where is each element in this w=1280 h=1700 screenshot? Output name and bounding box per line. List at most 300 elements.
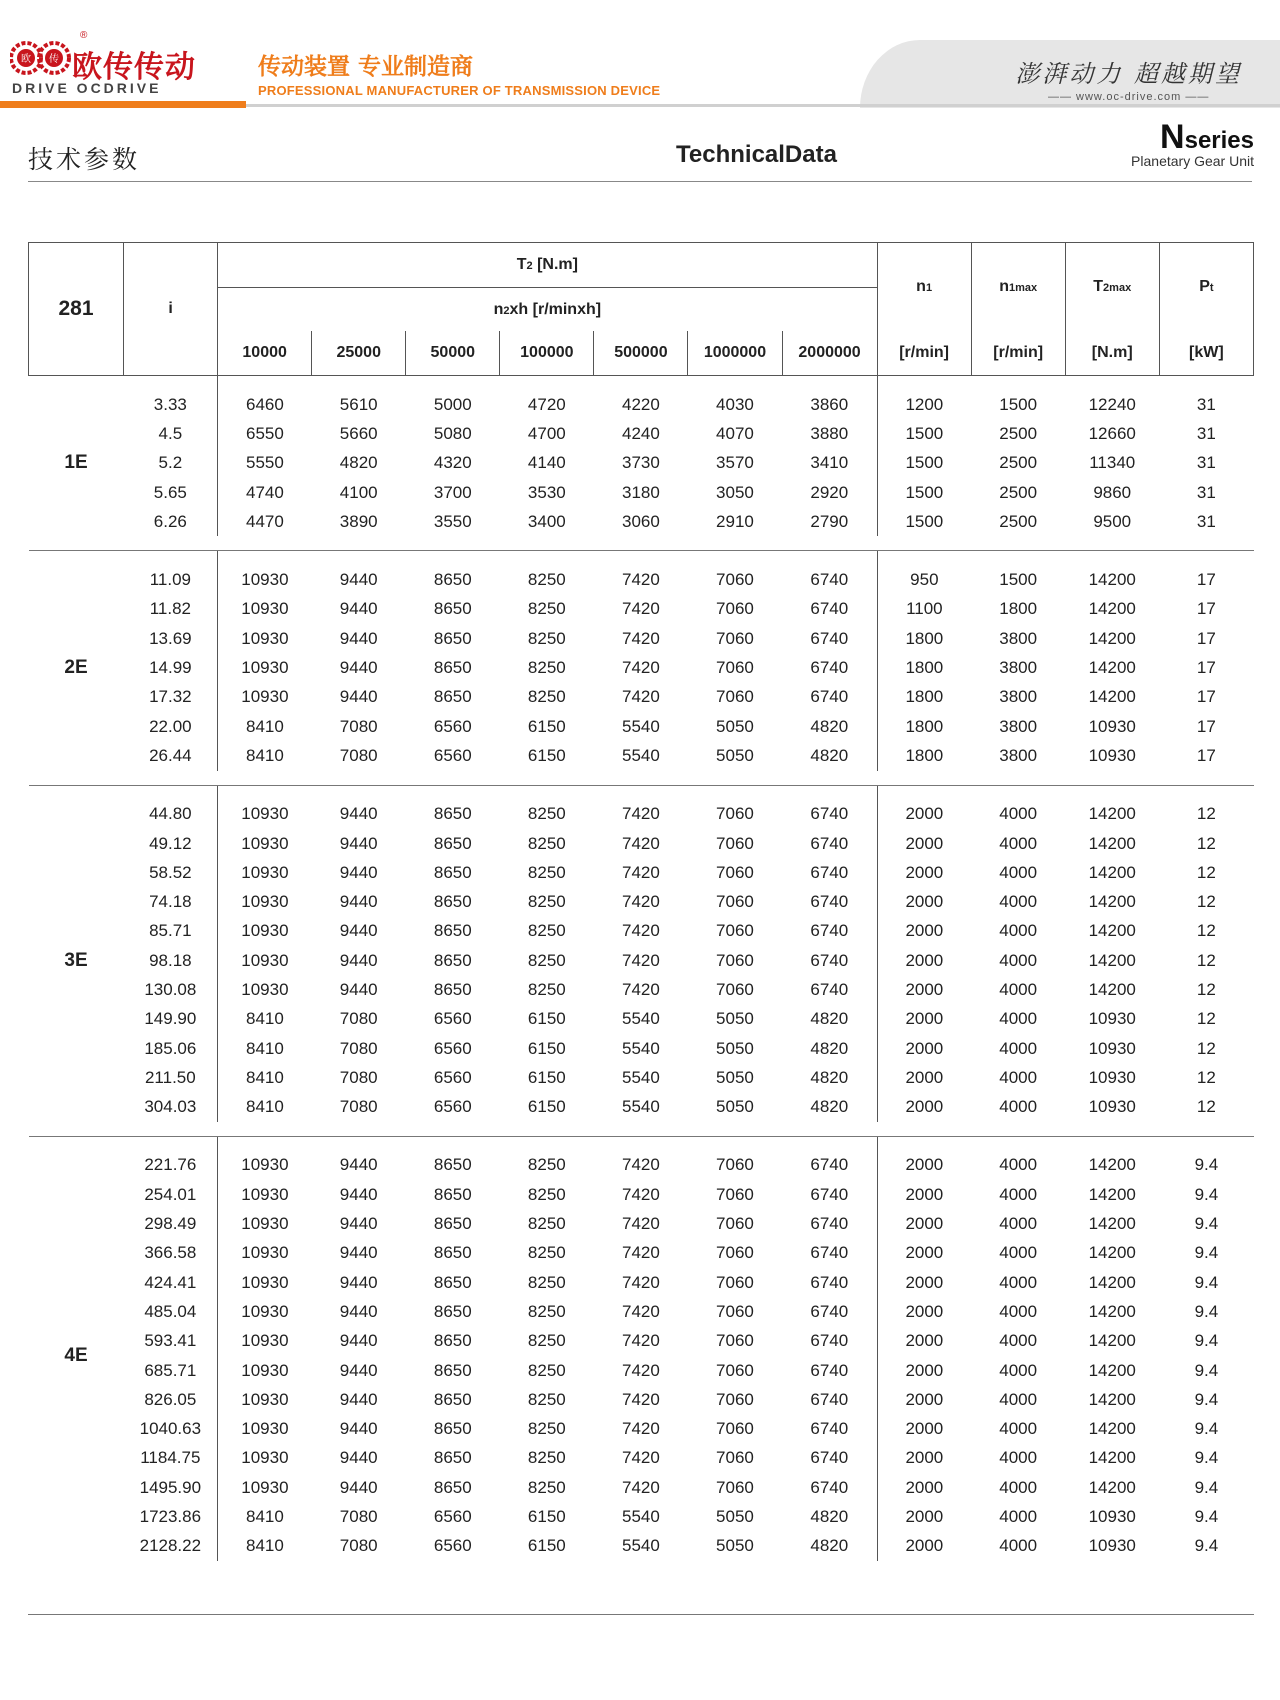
torque-cell: 9440 bbox=[339, 892, 378, 912]
table-row bbox=[29, 975, 1254, 1004]
n1max-cell: 2500 bbox=[999, 453, 1038, 473]
n1max-cell: 4000 bbox=[999, 1536, 1038, 1556]
power-cell: 12 bbox=[1196, 1097, 1216, 1117]
torque-cell: 8650 bbox=[433, 1155, 472, 1175]
power-cell: 31 bbox=[1196, 482, 1216, 502]
torque-cell: 5050 bbox=[716, 1097, 754, 1117]
torque-cell: 8250 bbox=[527, 1331, 566, 1351]
torque-cell: 8250 bbox=[527, 862, 566, 882]
table-row bbox=[29, 419, 1254, 448]
t2max-cell: 9500 bbox=[1093, 511, 1132, 531]
power-cell: 9.4 bbox=[1194, 1419, 1219, 1439]
torque-cell: 7060 bbox=[716, 687, 754, 707]
torque-cell: 5080 bbox=[433, 423, 472, 443]
website-url-text: www.oc-drive.com bbox=[1076, 91, 1182, 103]
ratio-cell: 1040.63 bbox=[124, 1415, 218, 1444]
torque-cell: 10930 bbox=[241, 658, 289, 678]
torque-cell: 6740 bbox=[782, 1327, 877, 1356]
header-orange-rule bbox=[0, 101, 246, 108]
torque-cell: 4700 bbox=[527, 423, 566, 443]
torque-cell: 6740 bbox=[782, 946, 877, 975]
t2-header bbox=[218, 243, 877, 288]
torque-cell: 5540 bbox=[621, 1067, 660, 1087]
torque-cell: 7420 bbox=[621, 1419, 660, 1439]
t2max-cell: 14200 bbox=[1088, 658, 1136, 678]
hours-header: 2000000 bbox=[782, 331, 877, 376]
group-spacer bbox=[29, 1136, 1254, 1151]
n1-subscript: 1 bbox=[925, 282, 933, 294]
torque-cell: 4820 bbox=[782, 1063, 877, 1092]
ratio-cell: 185.06 bbox=[124, 1034, 218, 1063]
torque-cell: 6560 bbox=[433, 1097, 472, 1117]
model-number: 281 bbox=[58, 297, 94, 320]
model-number-cell bbox=[29, 243, 124, 376]
power-cell: 9.4 bbox=[1194, 1214, 1219, 1234]
hours-header: 100000 bbox=[500, 331, 594, 376]
n1-cell: 1800 bbox=[905, 628, 944, 648]
ratio-cell: 3.33 bbox=[124, 390, 218, 419]
n1-cell: 1800 bbox=[905, 687, 944, 707]
torque-cell: 5050 bbox=[716, 1067, 754, 1087]
torque-cell: 3860 bbox=[782, 390, 877, 419]
logo-chinese-name: 欧传传动 bbox=[72, 50, 196, 85]
torque-cell: 10930 bbox=[241, 1331, 289, 1351]
n1-cell: 2000 bbox=[905, 1038, 944, 1058]
torque-cell: 9440 bbox=[339, 658, 378, 678]
ratio-label: i bbox=[168, 300, 173, 317]
torque-cell: 3050 bbox=[716, 482, 754, 502]
torque-cell: 9440 bbox=[339, 833, 378, 853]
n1max-cell: 4000 bbox=[999, 1477, 1038, 1497]
n1max-cell: 4000 bbox=[999, 1419, 1038, 1439]
ratio-cell: 304.03 bbox=[124, 1093, 218, 1122]
torque-cell: 9440 bbox=[339, 862, 378, 882]
page-header bbox=[0, 0, 1280, 108]
power-cell: 9.4 bbox=[1194, 1389, 1219, 1409]
table-row bbox=[29, 1180, 1254, 1209]
torque-cell: 7420 bbox=[621, 1214, 660, 1234]
power-cell: 12 bbox=[1196, 804, 1216, 824]
n1-cell: 2000 bbox=[905, 862, 944, 882]
power-cell: 17 bbox=[1196, 687, 1216, 707]
torque-cell: 6740 bbox=[782, 595, 877, 624]
n1max-cell: 4000 bbox=[999, 1184, 1038, 1204]
torque-cell: 8650 bbox=[433, 950, 472, 970]
table-row bbox=[29, 1385, 1254, 1414]
torque-cell: 7060 bbox=[716, 892, 754, 912]
n1max-cell: 4000 bbox=[999, 1243, 1038, 1263]
ratio-cell: 26.44 bbox=[124, 741, 218, 770]
torque-cell: 5660 bbox=[339, 423, 378, 443]
torque-cell: 8650 bbox=[433, 1360, 472, 1380]
torque-cell: 6740 bbox=[782, 624, 877, 653]
torque-cell: 2920 bbox=[782, 478, 877, 507]
torque-cell: 6740 bbox=[782, 653, 877, 682]
torque-cell: 6150 bbox=[527, 1536, 566, 1556]
torque-cell: 9440 bbox=[339, 1477, 378, 1497]
n1max-cell: 4000 bbox=[999, 1214, 1038, 1234]
torque-cell: 9440 bbox=[339, 1360, 378, 1380]
torque-cell: 9440 bbox=[339, 570, 378, 590]
ratio-cell: 130.08 bbox=[124, 975, 218, 1004]
torque-cell: 6560 bbox=[433, 745, 472, 765]
torque-cell: 9440 bbox=[339, 1272, 378, 1292]
n1-cell: 2000 bbox=[905, 1419, 944, 1439]
n1max-cell: 4000 bbox=[999, 1389, 1038, 1409]
t2max-cell: 14200 bbox=[1088, 1448, 1136, 1468]
n1-cell: 2000 bbox=[905, 1301, 944, 1321]
torque-cell: 8250 bbox=[527, 1184, 566, 1204]
torque-cell: 8250 bbox=[527, 833, 566, 853]
torque-cell: 7060 bbox=[716, 833, 754, 853]
torque-cell: 7420 bbox=[621, 833, 660, 853]
n1max-cell: 3800 bbox=[999, 687, 1038, 707]
n1-cell: 2000 bbox=[905, 921, 944, 941]
pt-label: P bbox=[1199, 278, 1210, 295]
torque-cell: 6560 bbox=[433, 1038, 472, 1058]
torque-cell: 4240 bbox=[621, 423, 660, 443]
website-url: —— www.oc-drive.com —— bbox=[1047, 91, 1210, 103]
torque-cell: 4470 bbox=[245, 511, 284, 531]
torque-cell: 4820 bbox=[782, 741, 877, 770]
torque-cell: 6740 bbox=[782, 1239, 877, 1268]
t2max-cell: 14200 bbox=[1088, 687, 1136, 707]
torque-cell: 10930 bbox=[241, 1448, 289, 1468]
hours-header: 25000 bbox=[312, 331, 406, 376]
torque-cell: 7060 bbox=[716, 570, 754, 590]
t2max-cell: 14200 bbox=[1088, 1272, 1136, 1292]
table-bottom-rule bbox=[28, 1614, 1254, 1615]
ratio-header bbox=[124, 243, 218, 376]
power-cell: 12 bbox=[1196, 950, 1216, 970]
torque-cell: 7060 bbox=[716, 1389, 754, 1409]
torque-cell: 9440 bbox=[339, 1184, 378, 1204]
torque-cell: 8650 bbox=[433, 599, 472, 619]
torque-cell: 8250 bbox=[527, 1243, 566, 1263]
n2xh-header bbox=[218, 288, 877, 332]
n1max-cell: 4000 bbox=[999, 1067, 1038, 1087]
torque-cell: 7080 bbox=[339, 1038, 378, 1058]
torque-cell: 6740 bbox=[782, 1180, 877, 1209]
t2max-cell: 14200 bbox=[1088, 979, 1136, 999]
t2max-cell: 14200 bbox=[1088, 628, 1136, 648]
torque-cell: 7420 bbox=[621, 1448, 660, 1468]
torque-cell: 7420 bbox=[621, 687, 660, 707]
ratio-cell: 149.90 bbox=[124, 1005, 218, 1034]
t2max-subscript: 2max bbox=[1103, 282, 1132, 294]
t2max-cell: 14200 bbox=[1088, 804, 1136, 824]
torque-cell: 10930 bbox=[241, 833, 289, 853]
table-row bbox=[29, 1327, 1254, 1356]
ratio-cell: 254.01 bbox=[124, 1180, 218, 1209]
torque-cell: 8650 bbox=[433, 658, 472, 678]
n1max-cell: 4000 bbox=[999, 1507, 1038, 1527]
power-cell: 17 bbox=[1196, 658, 1216, 678]
torque-cell: 3550 bbox=[433, 511, 472, 531]
table-row bbox=[29, 1093, 1254, 1122]
torque-cell: 6740 bbox=[782, 800, 877, 829]
torque-cell: 3570 bbox=[716, 453, 754, 473]
n1max-cell: 4000 bbox=[999, 979, 1038, 999]
torque-cell: 8650 bbox=[433, 1243, 472, 1263]
t2max-label: T bbox=[1093, 278, 1104, 295]
n1-cell: 2000 bbox=[905, 833, 944, 853]
torque-cell: 10930 bbox=[241, 628, 289, 648]
power-cell: 12 bbox=[1196, 921, 1216, 941]
torque-cell: 7420 bbox=[621, 1301, 660, 1321]
torque-cell: 7080 bbox=[339, 1009, 378, 1029]
t2max-cell: 10930 bbox=[1088, 716, 1136, 736]
torque-cell: 8250 bbox=[527, 950, 566, 970]
table-row bbox=[29, 1209, 1254, 1238]
torque-cell: 4820 bbox=[782, 1093, 877, 1122]
n1-cell: 1100 bbox=[906, 599, 943, 619]
power-cell: 9.4 bbox=[1194, 1184, 1219, 1204]
section-title-chinese: 技术参数 bbox=[28, 145, 141, 174]
torque-cell: 3730 bbox=[621, 453, 660, 473]
power-cell: 31 bbox=[1196, 453, 1216, 473]
torque-cell: 4820 bbox=[782, 1005, 877, 1034]
power-cell: 17 bbox=[1196, 628, 1216, 648]
t2max-cell: 14200 bbox=[1088, 892, 1136, 912]
t2-subscript: 2 bbox=[526, 260, 533, 272]
torque-cell: 8410 bbox=[245, 1009, 284, 1029]
t2-unit: [N.m] bbox=[537, 256, 578, 273]
torque-cell: 7060 bbox=[716, 1360, 754, 1380]
torque-cell: 8250 bbox=[527, 628, 566, 648]
table-row bbox=[29, 1239, 1254, 1268]
t2max-cell: 14200 bbox=[1088, 1184, 1136, 1204]
torque-cell: 7060 bbox=[716, 1477, 754, 1497]
stage-group-label: 1E bbox=[64, 452, 88, 474]
torque-cell: 9440 bbox=[339, 599, 378, 619]
stage-group-label: 4E bbox=[64, 1344, 88, 1366]
torque-cell: 8650 bbox=[433, 921, 472, 941]
torque-cell: 3530 bbox=[527, 482, 566, 502]
n1-cell: 2000 bbox=[905, 1507, 944, 1527]
torque-cell: 7420 bbox=[621, 1477, 660, 1497]
header-slogan bbox=[258, 48, 660, 98]
torque-cell: 3180 bbox=[621, 482, 660, 502]
table-row bbox=[29, 946, 1254, 975]
table-row bbox=[29, 1473, 1254, 1502]
n1-cell: 2000 bbox=[905, 979, 944, 999]
torque-cell: 8410 bbox=[245, 1067, 284, 1087]
torque-cell: 9440 bbox=[339, 1448, 378, 1468]
group-separator bbox=[29, 1122, 1254, 1137]
power-cell: 31 bbox=[1196, 423, 1216, 443]
torque-cell: 8250 bbox=[527, 570, 566, 590]
torque-cell: 8250 bbox=[527, 687, 566, 707]
header-grey-rule bbox=[246, 104, 1280, 107]
torque-cell: 8250 bbox=[527, 599, 566, 619]
torque-cell: 4820 bbox=[782, 1532, 877, 1561]
torque-cell: 8250 bbox=[527, 892, 566, 912]
torque-cell: 9440 bbox=[339, 1419, 378, 1439]
torque-cell: 7420 bbox=[621, 1243, 660, 1263]
pt-unit: [kW] bbox=[1159, 331, 1253, 376]
n1-cell: 2000 bbox=[905, 1067, 944, 1087]
t2max-cell: 14200 bbox=[1088, 921, 1136, 941]
torque-cell: 7060 bbox=[716, 979, 754, 999]
t2max-cell: 10930 bbox=[1088, 1067, 1136, 1087]
torque-cell: 8410 bbox=[245, 1507, 284, 1527]
n1max-cell: 3800 bbox=[999, 716, 1038, 736]
torque-cell: 8650 bbox=[433, 979, 472, 999]
torque-cell: 7420 bbox=[621, 1389, 660, 1409]
ratio-cell: 5.65 bbox=[124, 478, 218, 507]
torque-cell: 7420 bbox=[621, 1360, 660, 1380]
torque-cell: 7420 bbox=[621, 1184, 660, 1204]
n1-cell: 1500 bbox=[905, 482, 944, 502]
torque-cell: 6460 bbox=[245, 394, 284, 414]
table-row bbox=[29, 1034, 1254, 1063]
torque-cell: 3410 bbox=[782, 449, 877, 478]
t2max-cell: 14200 bbox=[1088, 570, 1136, 590]
torque-cell: 8250 bbox=[527, 1360, 566, 1380]
table-row bbox=[29, 1502, 1254, 1531]
n1max-cell: 2500 bbox=[999, 482, 1038, 502]
t2max-cell: 11340 bbox=[1089, 453, 1136, 473]
table-row bbox=[29, 917, 1254, 946]
torque-cell: 7060 bbox=[716, 1272, 754, 1292]
n1-unit: [r/min] bbox=[877, 331, 971, 376]
table-row bbox=[29, 887, 1254, 916]
power-cell: 9.4 bbox=[1194, 1272, 1219, 1292]
n1-cell: 2000 bbox=[905, 1272, 944, 1292]
torque-cell: 5000 bbox=[433, 394, 472, 414]
n1max-cell: 3800 bbox=[999, 658, 1038, 678]
torque-cell: 2910 bbox=[716, 511, 754, 531]
ratio-cell: 74.18 bbox=[124, 887, 218, 916]
torque-cell: 6740 bbox=[782, 1268, 877, 1297]
torque-cell: 6150 bbox=[527, 745, 566, 765]
n1max-unit: [r/min] bbox=[971, 331, 1065, 376]
stage-group-label: 2E bbox=[64, 657, 88, 679]
n1max-cell: 4000 bbox=[999, 1009, 1038, 1029]
torque-cell: 8650 bbox=[433, 804, 472, 824]
ratio-cell: 4.5 bbox=[124, 419, 218, 448]
torque-cell: 6560 bbox=[433, 716, 472, 736]
t2max-unit: [N.m] bbox=[1065, 331, 1159, 376]
torque-cell: 6550 bbox=[245, 423, 284, 443]
power-cell: 9.4 bbox=[1194, 1155, 1219, 1175]
t2max-cell: 14200 bbox=[1088, 599, 1136, 619]
power-cell: 12 bbox=[1196, 833, 1216, 853]
ratio-cell: 1184.75 bbox=[124, 1444, 218, 1473]
torque-cell: 4220 bbox=[621, 394, 660, 414]
torque-cell: 10930 bbox=[241, 950, 289, 970]
torque-cell: 7420 bbox=[621, 921, 660, 941]
table-row bbox=[29, 1297, 1254, 1326]
torque-cell: 8410 bbox=[245, 745, 284, 765]
torque-cell: 8650 bbox=[433, 1184, 472, 1204]
ratio-cell: 11.82 bbox=[124, 595, 218, 624]
n1max-subscript: 1max bbox=[1008, 282, 1038, 294]
torque-cell: 4820 bbox=[782, 712, 877, 741]
torque-cell: 8250 bbox=[527, 1419, 566, 1439]
torque-cell: 6740 bbox=[782, 1356, 877, 1385]
torque-cell: 10930 bbox=[241, 892, 289, 912]
torque-cell: 9440 bbox=[339, 1214, 378, 1234]
pt-header bbox=[1159, 243, 1253, 332]
n1-cell: 2000 bbox=[905, 950, 944, 970]
torque-cell: 6740 bbox=[782, 1209, 877, 1238]
torque-cell: 7060 bbox=[716, 1301, 754, 1321]
n1-cell: 2000 bbox=[905, 1009, 944, 1029]
n1max-header bbox=[971, 243, 1065, 332]
t2max-cell: 14200 bbox=[1088, 833, 1136, 853]
registered-icon: ® bbox=[80, 30, 88, 41]
ratio-cell: 11.09 bbox=[124, 565, 218, 594]
torque-cell: 6740 bbox=[782, 1385, 877, 1414]
torque-cell: 5050 bbox=[716, 1038, 754, 1058]
n1-cell: 2000 bbox=[905, 1243, 944, 1263]
hours-header: 1000000 bbox=[688, 331, 782, 376]
n1-cell: 2000 bbox=[905, 1360, 944, 1380]
n2xh-subscript: 2 bbox=[503, 304, 510, 317]
ratio-cell: 49.12 bbox=[124, 829, 218, 858]
torque-cell: 10930 bbox=[241, 1243, 289, 1263]
ratio-cell: 366.58 bbox=[124, 1239, 218, 1268]
ratio-cell: 298.49 bbox=[124, 1209, 218, 1238]
ratio-cell: 826.05 bbox=[124, 1385, 218, 1414]
torque-cell: 6150 bbox=[527, 1009, 566, 1029]
torque-cell: 8650 bbox=[433, 892, 472, 912]
t2max-cell: 14200 bbox=[1088, 1331, 1136, 1351]
t2max-cell: 14200 bbox=[1088, 1243, 1136, 1263]
torque-cell: 8650 bbox=[433, 1331, 472, 1351]
t2max-cell: 14200 bbox=[1088, 1419, 1136, 1439]
hours-header: 10000 bbox=[218, 331, 312, 376]
torque-cell: 6560 bbox=[433, 1507, 472, 1527]
torque-cell: 5050 bbox=[716, 716, 754, 736]
torque-cell: 6740 bbox=[782, 975, 877, 1004]
header-motto bbox=[1015, 54, 1242, 103]
torque-cell: 4140 bbox=[527, 453, 566, 473]
torque-cell: 7080 bbox=[339, 1536, 378, 1556]
n1max-cell: 2500 bbox=[999, 423, 1038, 443]
torque-cell: 10930 bbox=[241, 1155, 289, 1175]
torque-cell: 10930 bbox=[241, 1419, 289, 1439]
table-row bbox=[29, 1356, 1254, 1385]
table-row bbox=[29, 683, 1254, 712]
power-cell: 9.4 bbox=[1194, 1477, 1219, 1497]
torque-cell: 8650 bbox=[433, 628, 472, 648]
table-row bbox=[29, 653, 1254, 682]
torque-cell: 8250 bbox=[527, 804, 566, 824]
torque-cell: 8650 bbox=[433, 1301, 472, 1321]
t2max-cell: 14200 bbox=[1088, 1214, 1136, 1234]
n1-cell: 2000 bbox=[905, 1097, 944, 1117]
torque-cell: 5050 bbox=[716, 1536, 754, 1556]
slogan-chinese: 传动装置 专业制造商 bbox=[258, 54, 474, 80]
power-cell: 17 bbox=[1196, 716, 1216, 736]
group-separator bbox=[29, 1561, 1254, 1575]
torque-cell: 6740 bbox=[782, 683, 877, 712]
power-cell: 12 bbox=[1196, 1067, 1216, 1087]
n1-cell: 2000 bbox=[905, 1331, 944, 1351]
torque-cell: 8250 bbox=[527, 979, 566, 999]
torque-cell: 3700 bbox=[433, 482, 472, 502]
n1-cell: 2000 bbox=[905, 804, 944, 824]
torque-cell: 7060 bbox=[716, 599, 754, 619]
power-cell: 9.4 bbox=[1194, 1536, 1219, 1556]
power-cell: 17 bbox=[1196, 599, 1216, 619]
n1-cell: 1200 bbox=[905, 394, 944, 414]
torque-cell: 5550 bbox=[245, 453, 284, 473]
t2max-cell: 10930 bbox=[1088, 1507, 1136, 1527]
